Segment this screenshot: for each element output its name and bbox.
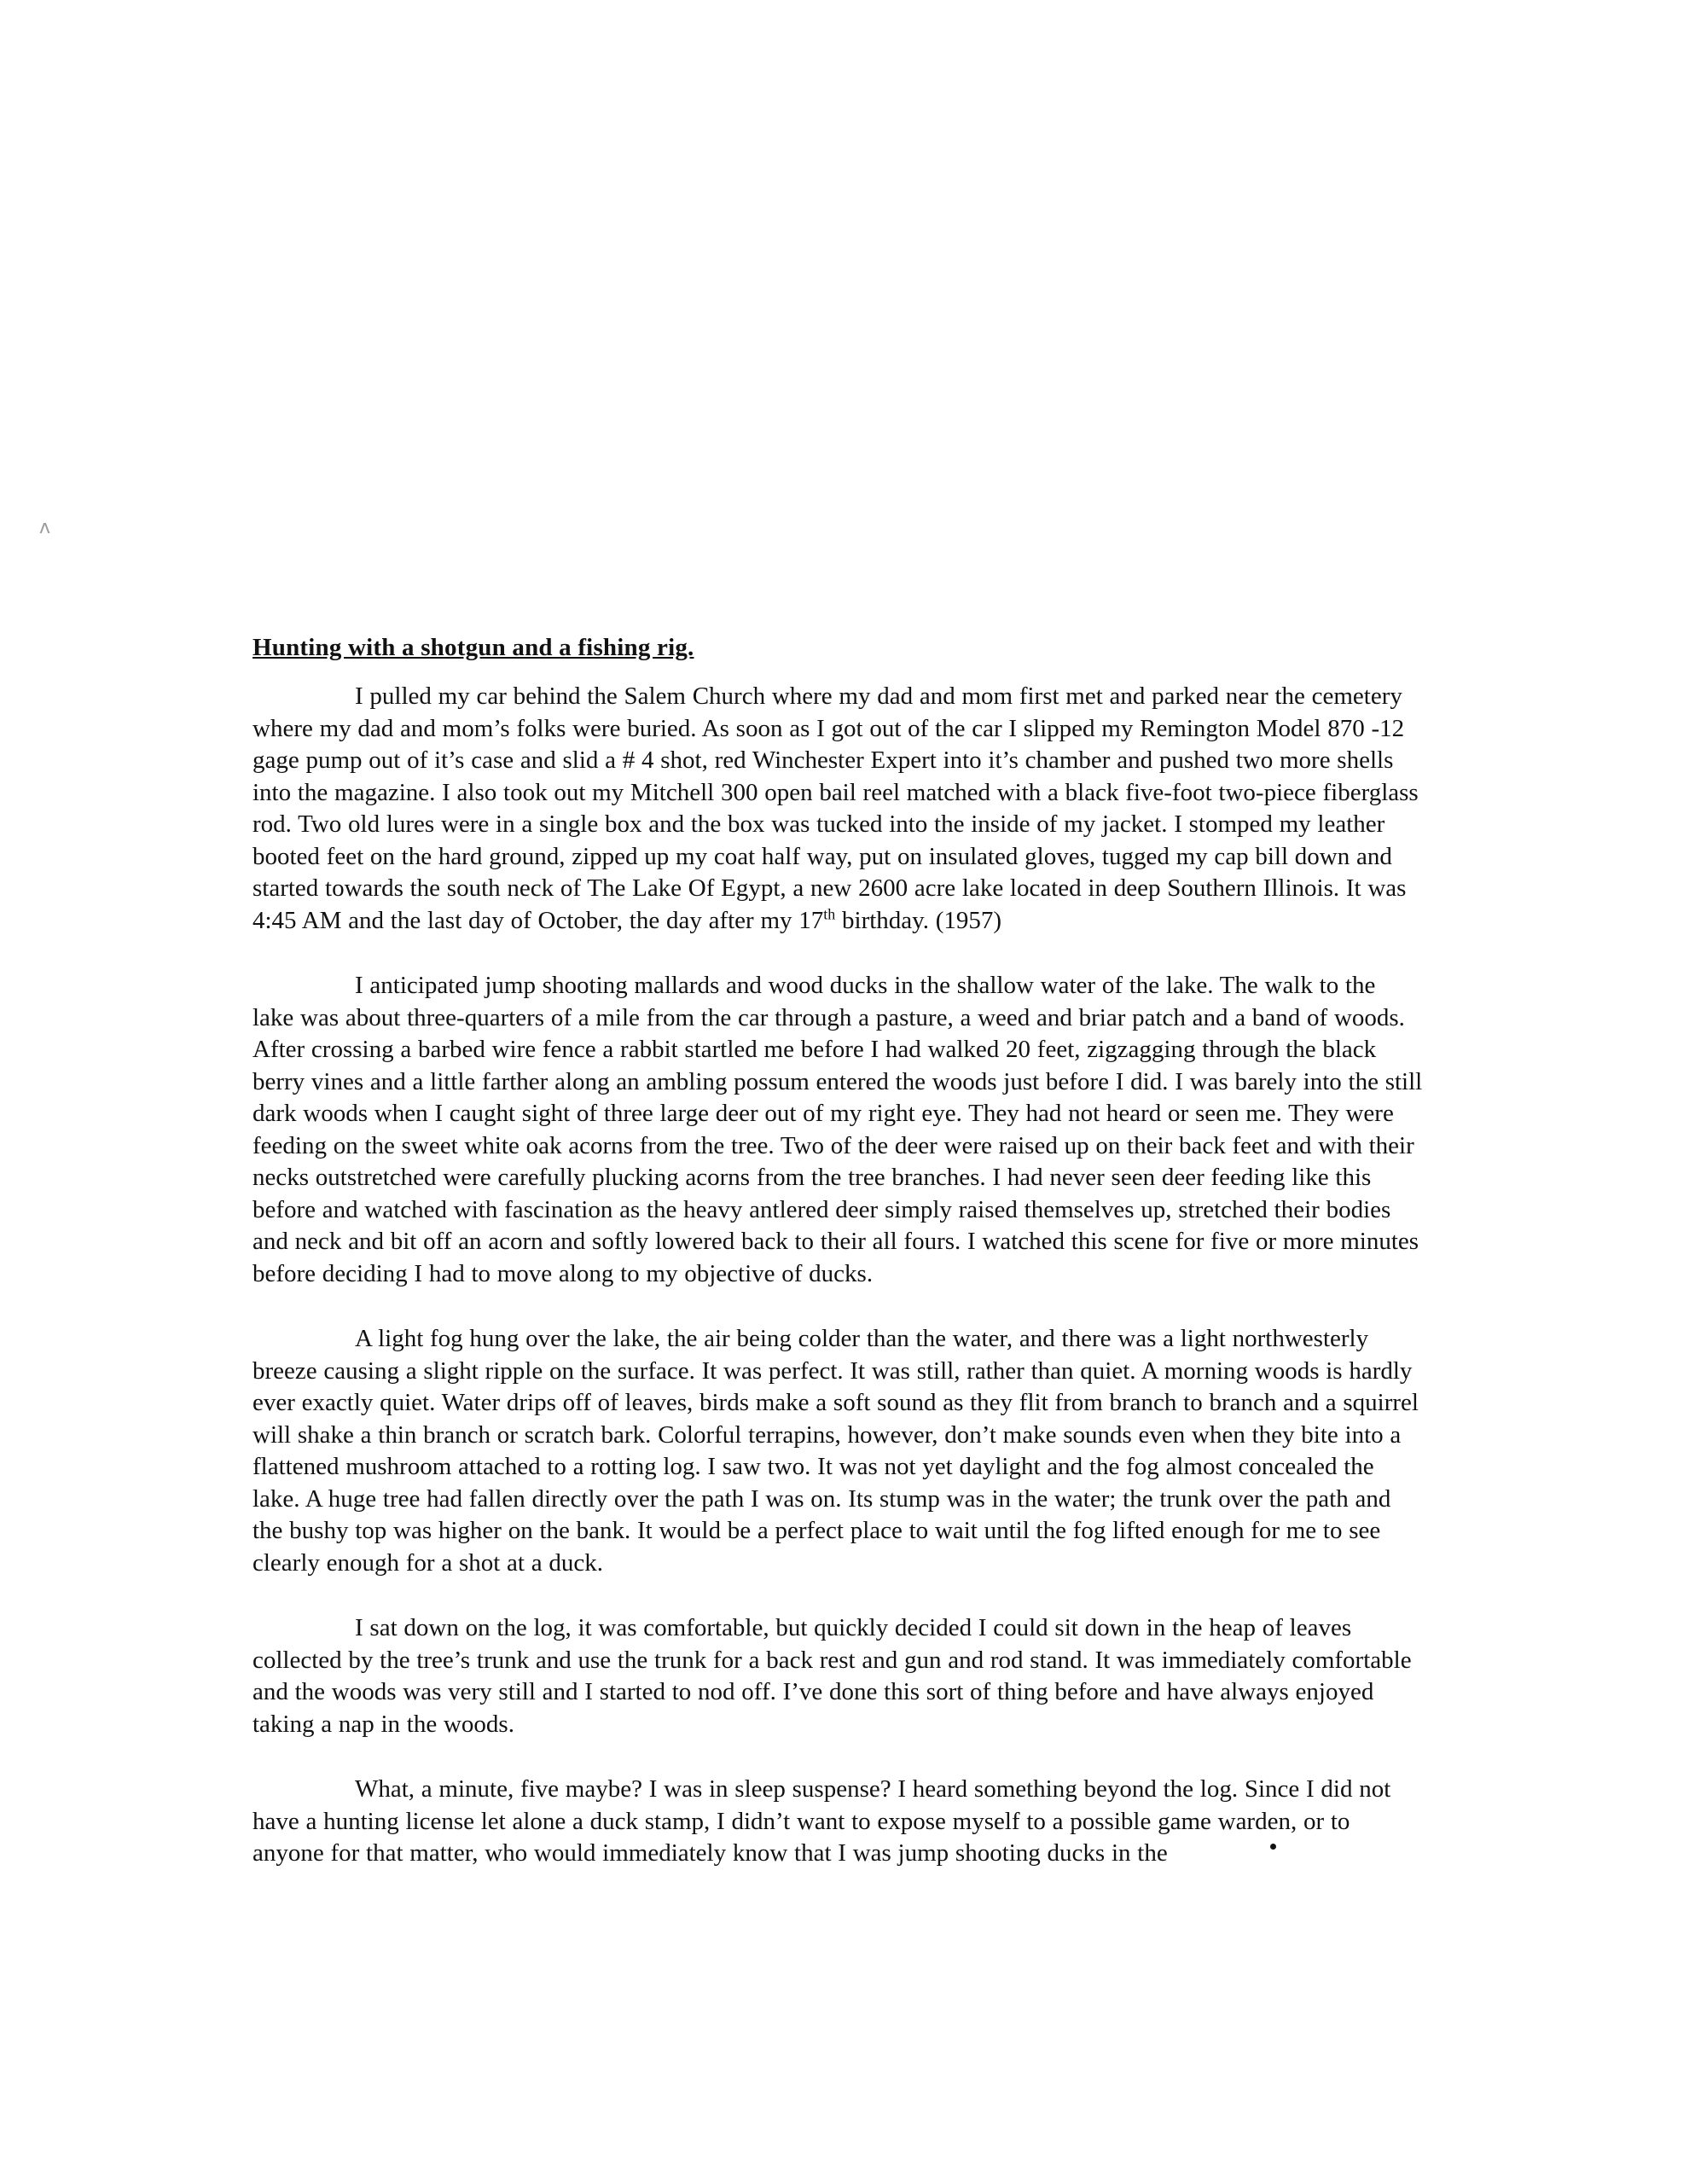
paragraph-3: A light fog hung over the lake, the air being colder than the water, and there was a light northwesterly breeze causing a slight ripple on the surface. It was perfect. It was still, rather than quiet. A morning woods is hardly ever exactly quiet. Water drips off of leaves, birds make a soft sound as they flit from branch to branch and a squirrel will shake a thin branch or scratch bark. Colorful terrapins, however, don’t make sounds even when they bite into a flattened mushroom attached to a rotting log. I saw two. It was not yet daylight and the fog almost concealed the lake. A huge tree had fallen directly over the path I was on. Its stump was in the water; the trunk over the path and the bushy top was higher on the bank. It would be a perfect place to wait until the fog lifted enough for me to see clearly enough for a shot at a duck. [253, 1325, 1419, 1577]
paragraph-2: I anticipated jump shooting mallards and wood ducks in the shallow water of the lake. The walk to the lake was about three-quarters of a mile from the car through a pasture, a weed and briar patch and a band of woods. After crossing a barbed wire fence a rabbit startled me before I had walked 20 feet, zigzagging through the black berry vines and a little farther along an ambling possum entered the woods just before I did. I was barely into the still dark woods when I caught sight of three large deer out of my right eye. They had not heard or seen me. They were feeding on the sweet white oak acorns from the tree. Two of the deer were raised up on their back feet and with their necks outstretched were carefully plucking acorns from the tree branches. I had never seen deer feeding like this before and watched with fascination as the heavy antlered deer simply raised themselves up, stretched their bodies and neck and bit off an acorn and softly lowered back to their all fours. I watched this scene for five or more minutes before deciding I had to move along to my objective of ducks. [253, 972, 1423, 1287]
stray-dot-mark [1270, 1844, 1276, 1850]
paragraph-1-text: I pulled my car behind the Salem Church where my dad and mom first met and parked near the cemetery where my dad and mom’s folks were buried. As soon as I got out of the car I slipped my Remington Model 870 -12 gage pump out of it’s case and slid a # 4 shot, red Winchester Expert into it’s chamber and pushed two more shells into the magazine. I also took out my Mitchell 300 open bail reel matched with a black five-foot two-piece fiberglass rod. Two old lures were in a single box and the box was tucked into the inside of my jacket. I stomped my leather booted feet on the hard ground, zipped up my coat half way, put on insulated gloves, tugged my cap bill down and started towards the south neck of The Lake Of Egypt, a new 2600 acre lake located in deep Southern Illinois. It was 4:45 AM and the last day of October, the day after my 17 [253, 682, 1419, 934]
ordinal-suffix: th [823, 904, 836, 922]
paragraph-1 [253, 681, 1423, 937]
paragraph-5: What, a minute, five maybe? I was in sleep suspense? I heard something beyond the log. Since I did not have a hunting license let alone a duck stamp, I didn’t want to expose myself to a possible game warden, or to anyone for that matter, who would immediately know that I was jump shooting ducks in the [253, 1775, 1391, 1867]
paragraph-1-text-end: birthday. (1957) [835, 906, 1002, 934]
paragraph-4: I sat down on the log, it was comfortable, but quickly decided I could sit down in the heap of leaves collected by the tree’s trunk and use the trunk for a back rest and gun and rod stand. It was immediately comfortable and the woods was very still and I started to nod off. I’ve done this sort of thing before and have always enjoyed taking a nap in the woods. [253, 1614, 1412, 1738]
scan-artifact-mark: ʌ [39, 517, 51, 538]
document-body [253, 631, 1423, 1870]
document-title: Hunting with a shotgun and a fishing rig. [253, 634, 694, 661]
